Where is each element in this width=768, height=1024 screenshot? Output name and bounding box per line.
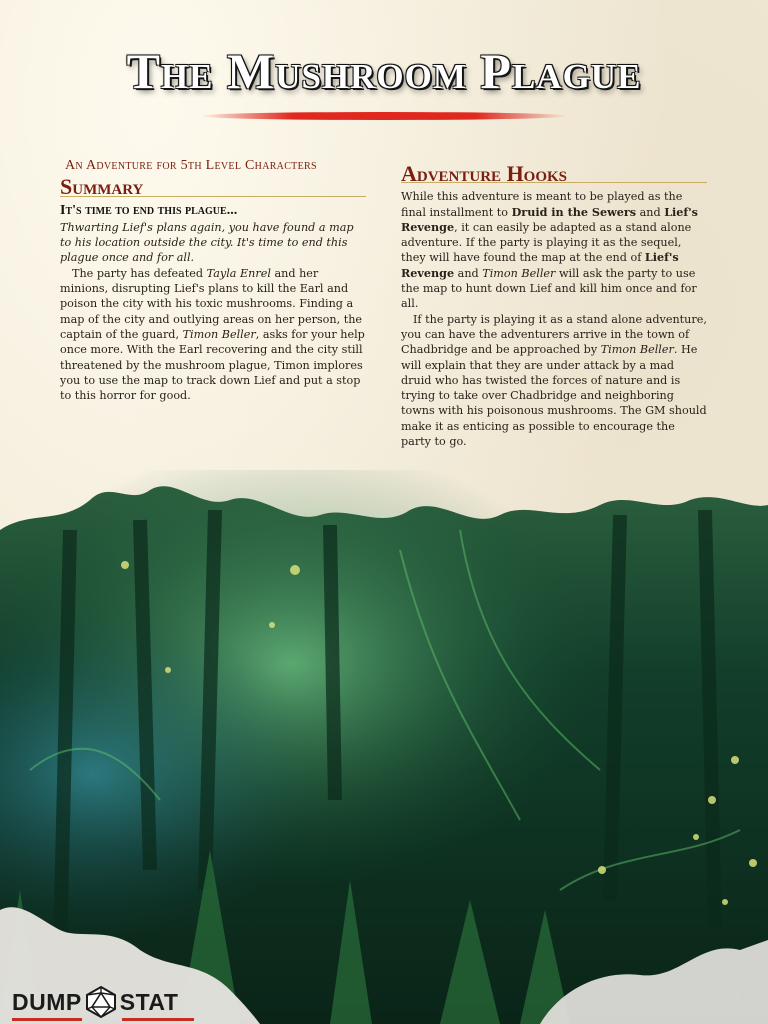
logo-underline-right [122, 1018, 194, 1021]
text-run: , it can easily be adapted as a stand alone adventure. If the party is playing it as the sequel, they will have found the map at the end of [401, 220, 692, 265]
logo-text-stat: STAT [119, 988, 179, 1015]
name-timon: Timon Beller [600, 343, 674, 357]
dumpstat-logo [12, 985, 178, 1019]
summary-intro: Thwarting Lief's plans again, you have found a map to his location outside the city. It's time to end this plague once and for all. [60, 220, 354, 265]
text-run: If the party is playing it as a stand alone adventure, you can have the adventurers arrive in the town of Chadbridge and be approached by [401, 312, 707, 357]
title-liefs-revenge: Lief's Revenge [401, 250, 679, 280]
summary-subheading: It's time to end this plague... [60, 202, 238, 218]
forest-art [0, 470, 768, 1024]
text-run: and [454, 266, 483, 280]
name-timon: Timon Beller [482, 266, 556, 280]
left-column [60, 158, 366, 403]
page-title: The Mushroom Plague [126, 43, 642, 99]
name-tayla: Tayla Enrel [206, 266, 271, 280]
text-run: The party has defeated [72, 266, 207, 280]
logo-text-dump: DUMP [12, 988, 82, 1015]
text-run: . He will explain that they are under attack by a mad druid who has twisted the forces of nature and is trying to take over Chadbridge and neighboring towns with his poisonous mushrooms. The GM should make it as enticing as possible to encourage the party to go. [401, 343, 707, 449]
name-timon: Timon Beller [182, 327, 256, 341]
summary-paragraph [60, 266, 366, 404]
right-column [401, 161, 707, 449]
adventure-subtitle: An Adventure for 5th Level Characters [65, 158, 317, 173]
forest-illustration [0, 470, 768, 1024]
text-run: , asks for your help once more. With the Earl recovering and the city still threatened by the mushroom plague, Timon implores you to use the map to track down Lief and put a stop to this horror for good. [60, 327, 365, 403]
page-number: 1 [740, 991, 746, 1001]
text-run: and [636, 205, 665, 219]
d20-icon [84, 985, 118, 1019]
text-run: and her minions, disrupting Lief's plans to kill the Earl and poison the city with his toxic mushrooms. Finding a map of the city and outlying areas on her person, the captain of the guard, [60, 266, 363, 341]
title-druid-in-the-sewers: Druid in the Sewers [511, 204, 637, 219]
text-run: will ask the party to use the map to hunt down Lief and kill him once and for all. [401, 266, 697, 311]
hooks-heading: Adventure Hooks [401, 166, 707, 183]
text-run: While this adventure is meant to be played as the final installment to [401, 190, 683, 219]
hooks-paragraph-2 [401, 312, 707, 450]
title-liefs-revenge: Lief's Revenge [401, 204, 698, 234]
hooks-paragraph-1 [401, 189, 707, 311]
logo-underline-left [12, 1018, 82, 1021]
title-underline [200, 112, 568, 120]
summary-heading: Summary [60, 179, 366, 196]
